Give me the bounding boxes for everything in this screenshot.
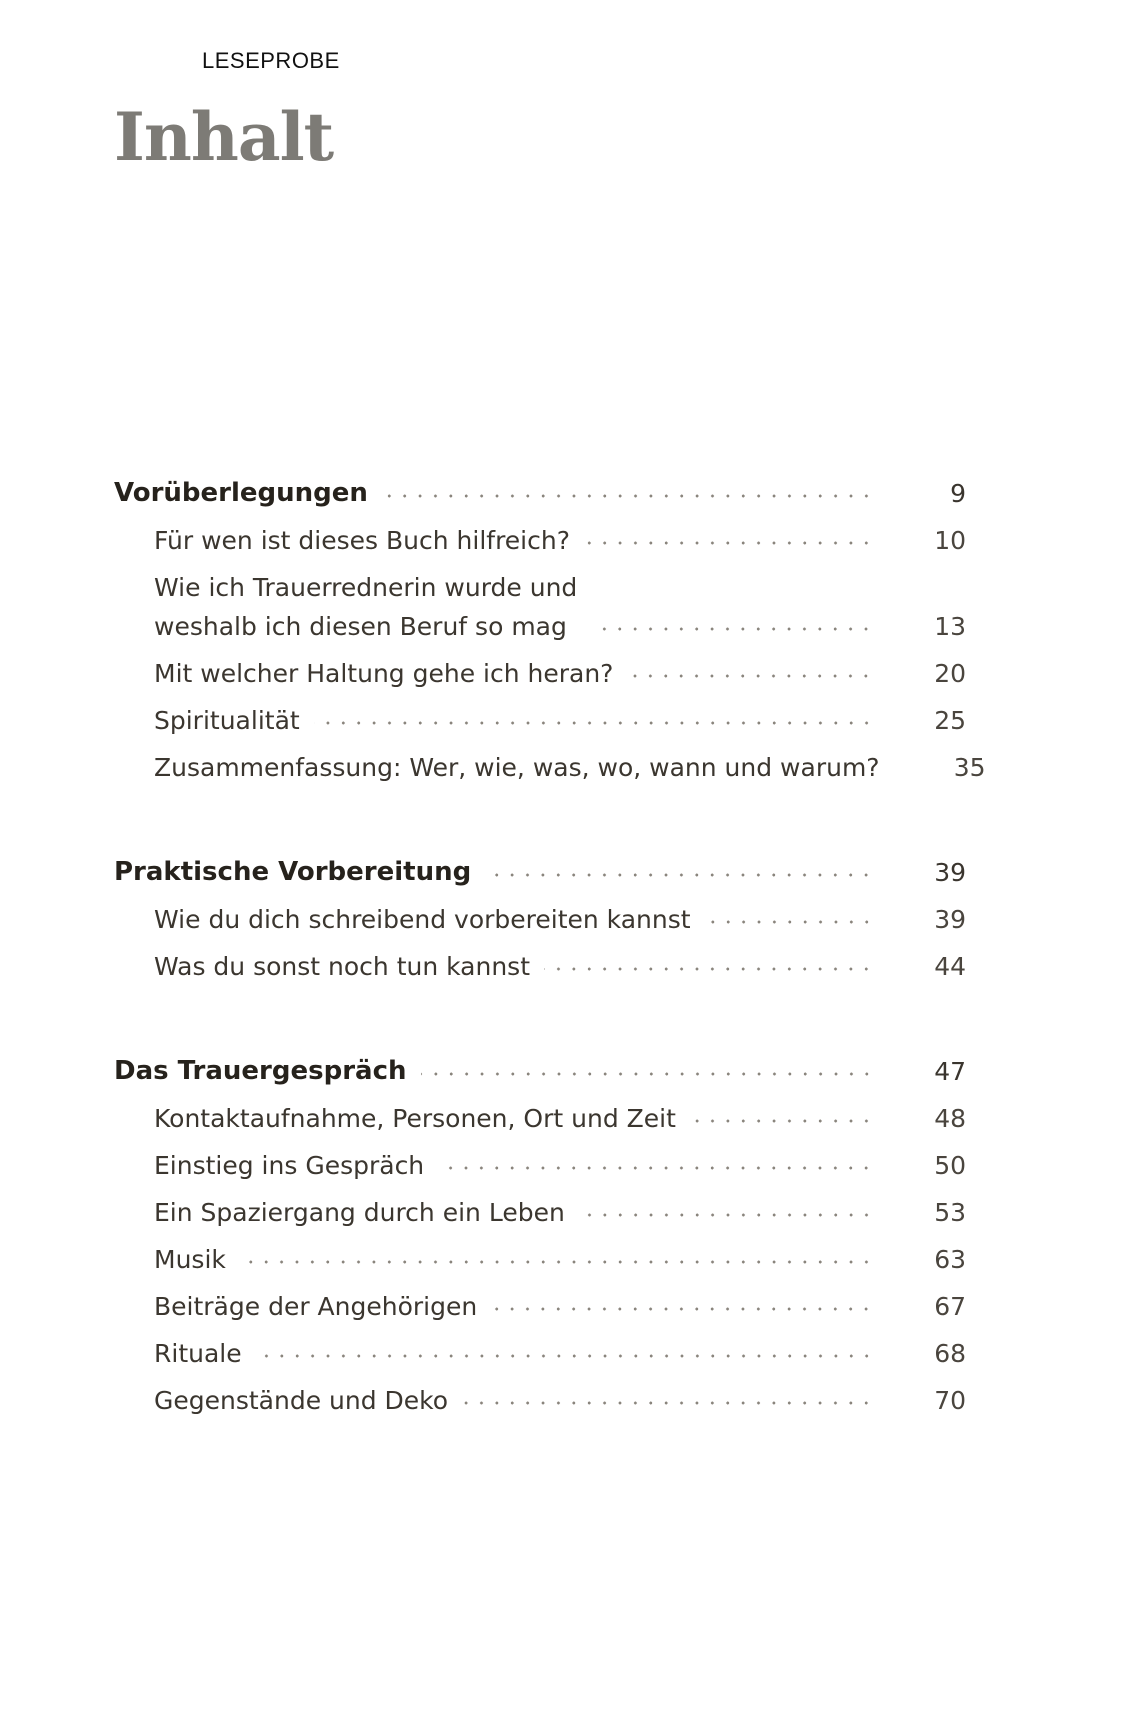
page-number: 9 — [950, 479, 966, 508]
page-number: 39 — [934, 905, 966, 934]
page-number: 25 — [934, 706, 966, 735]
dot-leader — [584, 539, 874, 547]
page-number: 13 — [934, 612, 966, 641]
toc-section — [114, 1052, 966, 1420]
dot-leader — [627, 672, 874, 680]
page-number: 68 — [934, 1339, 966, 1368]
page-number: 10 — [934, 526, 966, 555]
entry-title-line: Wie ich Trauerrednerin wurde und — [154, 573, 578, 602]
entry-title-line: Kontaktaufnahme, Personen, Ort und Zeit — [154, 1104, 676, 1133]
entry-title — [154, 1193, 565, 1232]
entry-title-line: Für wen ist dieses Buch hilfreich? — [154, 526, 570, 555]
chapter-title: Vorüberlegungen — [114, 478, 368, 508]
page-number: 44 — [934, 952, 966, 981]
toc-entry — [114, 701, 966, 740]
table-of-contents — [114, 474, 986, 1428]
page-number: 20 — [934, 659, 966, 688]
entry-title — [154, 900, 691, 939]
toc-entry — [114, 568, 966, 646]
entry-title — [154, 1146, 424, 1185]
dot-leader — [491, 1305, 874, 1313]
leseprobe-label: LESEPROBE — [202, 48, 340, 73]
entry-title — [154, 1334, 242, 1373]
page-number: 63 — [934, 1245, 966, 1274]
dot-leader — [256, 1352, 874, 1360]
entry-title-line: Musik — [154, 1245, 226, 1274]
toc-section — [114, 853, 966, 986]
dot-leader — [462, 1399, 874, 1407]
page-number: 67 — [934, 1292, 966, 1321]
page-number: 35 — [953, 753, 986, 782]
dot-leader — [421, 1070, 875, 1078]
dot-leader — [690, 1117, 874, 1125]
page-number: 47 — [934, 1057, 966, 1086]
dot-leader — [240, 1258, 874, 1266]
toc-entry — [114, 521, 966, 560]
dot-leader — [382, 492, 874, 500]
entry-title-line: Mit welcher Haltung gehe ich heran? — [154, 659, 614, 688]
page-number: 70 — [934, 1386, 966, 1415]
entry-title-line: Rituale — [154, 1339, 242, 1368]
entry-title — [154, 701, 300, 740]
entry-title-line: Ein Spaziergang durch ein Leben — [154, 1198, 565, 1227]
toc-entry — [114, 1287, 966, 1326]
entry-title-line: Zusammenfassung: Wer, wie, was, wo, wann und warum? — [154, 753, 880, 782]
toc-entry — [114, 1381, 966, 1420]
toc-entry — [114, 748, 986, 787]
toc-chapter-heading — [114, 853, 966, 892]
entry-title-line: Beiträge der Angehörigen — [154, 1292, 478, 1321]
dot-leader — [705, 918, 874, 926]
entry-title — [154, 654, 613, 693]
dot-leader — [314, 719, 874, 727]
entry-title-line: Wie du dich schreibend vorbereiten kannst — [154, 905, 691, 934]
chapter-title: Das Trauergespräch — [114, 1056, 407, 1086]
toc-chapter-heading — [114, 474, 966, 513]
entry-title — [154, 521, 570, 560]
dot-leader — [579, 1211, 874, 1219]
dot-leader — [485, 871, 874, 879]
entry-title — [154, 1287, 477, 1326]
toc-entry — [114, 1240, 966, 1279]
chapter-title: Praktische Vorbereitung — [114, 857, 472, 887]
toc-entry — [114, 1334, 966, 1373]
entry-title-line: weshalb ich diesen Beruf so mag — [154, 612, 567, 641]
page-title: Inhalt — [114, 98, 334, 176]
entry-title — [154, 568, 577, 646]
entry-title-line: Was du sonst noch tun kannst — [154, 952, 531, 981]
entry-title — [154, 1099, 676, 1138]
entry-title-line: Einstieg ins Gespräch — [154, 1151, 425, 1180]
toc-chapter-heading — [114, 1052, 966, 1091]
page-number: 39 — [934, 858, 966, 887]
dot-leader — [544, 965, 874, 973]
entry-title — [154, 748, 880, 787]
toc-entry — [114, 654, 966, 693]
page-number: 53 — [934, 1198, 966, 1227]
entry-title — [154, 1240, 226, 1279]
entry-title-line: Gegenstände und Deko — [154, 1386, 449, 1415]
toc-entry — [114, 1193, 966, 1232]
entry-title — [154, 947, 530, 986]
entry-title — [154, 1381, 448, 1420]
toc-entry — [114, 947, 966, 986]
toc-entry — [114, 1099, 966, 1138]
toc-entry — [114, 1146, 966, 1185]
toc-section — [114, 474, 986, 787]
entry-title-line: Spiritualität — [154, 706, 300, 735]
page-number: 48 — [934, 1104, 966, 1133]
dot-leader — [438, 1164, 874, 1172]
dot-leader — [591, 625, 874, 633]
page-number: 50 — [934, 1151, 966, 1180]
toc-entry — [114, 900, 966, 939]
